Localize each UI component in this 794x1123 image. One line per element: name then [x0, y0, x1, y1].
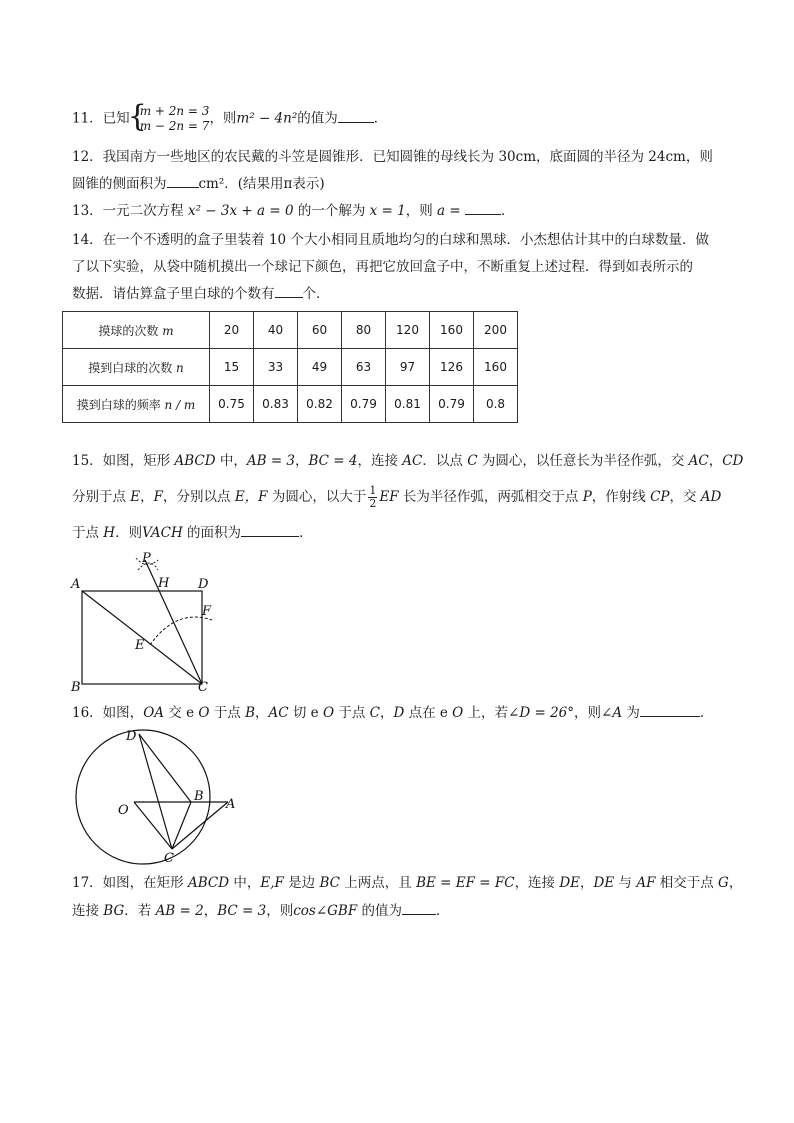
- text: ．: [436, 903, 450, 919]
- table-cell: 160: [430, 312, 474, 349]
- text: 中，: [215, 453, 247, 469]
- math: H: [103, 525, 116, 541]
- q15-answer-blank[interactable]: [241, 522, 299, 537]
- math: ∠A: [601, 705, 623, 721]
- question-16: [72, 702, 732, 724]
- text: 切 e: [288, 705, 323, 721]
- text: 的面积为: [182, 525, 242, 541]
- text: ，: [580, 875, 594, 891]
- math: AC: [688, 453, 709, 469]
- text: 为圆心，以大于: [267, 489, 367, 505]
- text: 交 e: [164, 705, 199, 721]
- math: AB = 3: [246, 453, 296, 469]
- brace-glyph: {: [127, 99, 147, 134]
- math: DE: [593, 875, 615, 891]
- label-a: A: [226, 797, 236, 812]
- question-15-line2: [72, 485, 732, 510]
- label-a: A: [71, 577, 81, 592]
- math: G: [718, 875, 729, 891]
- question-15-line3: [72, 522, 732, 544]
- math: BC: [319, 875, 340, 891]
- text: 为: [622, 705, 640, 721]
- q11-suffix: 的值为: [297, 110, 338, 127]
- q16-answer-blank[interactable]: [640, 702, 700, 717]
- text: ，: [203, 903, 218, 919]
- text: ．以点: [422, 453, 468, 469]
- row-header: 摸到白球的频率 n / m: [63, 386, 210, 423]
- q13-eqsign: =: [445, 203, 466, 219]
- table-cell: 80: [342, 312, 386, 349]
- segment-bc: [172, 802, 191, 849]
- label-h: H: [158, 576, 170, 591]
- math: ABCD: [187, 875, 230, 891]
- q13-answer-blank[interactable]: [465, 200, 501, 215]
- table-row: [63, 386, 518, 423]
- question-13: [72, 200, 732, 222]
- q13-mid: 的一个解为: [293, 203, 370, 219]
- table-cell: 120: [386, 312, 430, 349]
- math: CP: [650, 489, 670, 505]
- text: ，: [254, 705, 269, 721]
- label-f: F: [202, 604, 212, 619]
- q11-number: 11．: [72, 110, 103, 127]
- text: 于点: [209, 705, 246, 721]
- table-cell: 40: [254, 312, 298, 349]
- text: ，分别以点: [163, 489, 235, 505]
- label-c: C: [198, 680, 208, 693]
- table-cell: 0.82: [298, 386, 342, 423]
- experiment-table: [62, 311, 518, 423]
- row-header: 摸到白球的次数 n: [63, 349, 210, 386]
- table-cell: 20: [210, 312, 254, 349]
- text: ，: [295, 453, 309, 469]
- question-12: [72, 146, 732, 168]
- table-cell: 60: [298, 312, 342, 349]
- q13-mid2: ，则: [405, 203, 438, 219]
- text: 相交于点: [655, 875, 719, 891]
- q11-prefix: 已知: [102, 110, 130, 127]
- math: C: [369, 705, 380, 721]
- label-c: C: [164, 851, 174, 866]
- math: C: [467, 453, 478, 469]
- q13-var: a: [437, 203, 446, 219]
- q12-line2-c: 表示): [292, 176, 325, 192]
- question-14-line2: [72, 256, 732, 278]
- math: BC = 3: [217, 903, 267, 919]
- label-e: E: [135, 638, 145, 653]
- fraction-numerator: 1: [369, 484, 377, 497]
- table-cell: 0.79: [430, 386, 474, 423]
- text: 16．如图，: [72, 705, 144, 721]
- label-o: O: [118, 803, 129, 818]
- segment-ac: [172, 802, 228, 849]
- table-cell: 49: [298, 349, 342, 386]
- segment-db: [139, 734, 191, 802]
- question-15-line1: [72, 450, 744, 472]
- math: BC = 4: [308, 453, 358, 469]
- text: 分别于点: [72, 489, 131, 505]
- q14-answer-blank[interactable]: [275, 283, 303, 298]
- q13-prefix: 13．一元二次方程: [72, 203, 188, 219]
- q14-line1: 14．在一个不透明的盒子里装着 10 个大小相同且质地均匀的白球和黑球．小杰想估计其中的白球数量．做: [72, 232, 709, 248]
- q14-line2: 了以下实验，从袋中随机摸出一个球记下颜色，再把它放回盒子中，不断重复上述过程．得到如表所示的: [72, 259, 693, 275]
- arc-ef: [150, 617, 212, 645]
- math: O: [452, 705, 464, 721]
- text: 与: [614, 875, 637, 891]
- text: ，: [728, 875, 743, 891]
- text: ，交: [669, 489, 701, 505]
- table-cell: 0.79: [342, 386, 386, 423]
- text: 的值为: [357, 903, 402, 919]
- label-d: D: [126, 729, 137, 744]
- text: 为圆心，以任意长为半径作弧，交: [477, 453, 689, 469]
- text: 17．如图，在矩形: [72, 875, 188, 891]
- text: ，则: [266, 903, 294, 919]
- q13-equation: x² − 3x + a = 0: [187, 203, 294, 219]
- q13-end: ．: [501, 203, 515, 219]
- q12-line2-a: 圆锥的侧面积为: [72, 176, 167, 192]
- text: 中，: [229, 875, 261, 891]
- math: AC: [402, 453, 423, 469]
- text: ，: [379, 705, 394, 721]
- math: E，F: [234, 489, 268, 505]
- text: ，则: [574, 705, 602, 721]
- q11-eq2: m − 2n = 7: [139, 119, 210, 133]
- text: ，: [140, 489, 154, 505]
- q11-expression: m² − 4n²: [236, 110, 298, 127]
- question-17-line1: [72, 872, 743, 894]
- math: AB = 2: [155, 903, 204, 919]
- question-12-line2: [72, 173, 732, 195]
- row-header: 摸球的次数 m: [63, 312, 210, 349]
- table-cell: 0.8: [474, 386, 518, 423]
- math: VACH: [142, 525, 183, 541]
- q15-rectangle-figure: [66, 548, 226, 693]
- math: E: [130, 489, 141, 505]
- text: 连接: [72, 903, 104, 919]
- text: 上，若: [463, 705, 509, 721]
- label-b: B: [71, 680, 81, 693]
- text: ．则: [115, 525, 143, 541]
- q11-answer-blank[interactable]: [338, 108, 374, 123]
- math: EF: [379, 489, 399, 505]
- q11-mid: ，则: [209, 110, 237, 127]
- q17-answer-blank[interactable]: [402, 900, 436, 915]
- math: AD: [700, 489, 722, 505]
- label-d: D: [198, 577, 209, 592]
- math: BE = EF = FC: [416, 875, 515, 891]
- text: ．若: [124, 903, 156, 919]
- table-cell: 0.75: [210, 386, 254, 423]
- math: cos∠GBF: [293, 903, 358, 919]
- table-cell: 126: [430, 349, 474, 386]
- math: O: [322, 705, 335, 721]
- math: AF: [636, 875, 656, 891]
- q13-root: x = 1: [369, 203, 406, 219]
- text: 是边: [283, 875, 320, 891]
- math: F: [153, 489, 164, 505]
- text: ，: [708, 453, 723, 469]
- text: 点在 e: [404, 705, 453, 721]
- segment-oc: [134, 802, 172, 849]
- text: ，连接: [514, 875, 560, 891]
- table-cell: 0.81: [386, 386, 430, 423]
- math: ABCD: [174, 453, 216, 469]
- math: AC: [268, 705, 289, 721]
- math: B: [245, 705, 255, 721]
- fraction-denominator: 2: [369, 497, 377, 510]
- math: P: [582, 489, 592, 505]
- math: O: [198, 705, 210, 721]
- table-cell: 0.83: [254, 386, 298, 423]
- text: ，作射线: [591, 489, 651, 505]
- fraction-one-half: [368, 485, 377, 510]
- math: ∠D = 26°: [508, 705, 575, 721]
- math: OA: [143, 705, 165, 721]
- table-cell: 200: [474, 312, 518, 349]
- text: 上两点，且: [339, 875, 417, 891]
- text: ，连接: [357, 453, 403, 469]
- question-17-line2: [72, 900, 732, 922]
- question-11: [72, 99, 732, 134]
- q12-answer-blank[interactable]: [167, 173, 199, 188]
- q16-circle-figure: [66, 726, 246, 866]
- math: DE: [559, 875, 581, 891]
- table-cell: 15: [210, 349, 254, 386]
- table-cell: 97: [386, 349, 430, 386]
- text: ．: [699, 705, 714, 721]
- question-14-line3: [72, 283, 732, 305]
- q11-end: ．: [373, 110, 388, 127]
- text: 长为半径作弧，两弧相交于点: [398, 489, 583, 505]
- table-cell: 63: [342, 349, 386, 386]
- q14-line3-a: 数据．请估算盒子里白球的个数有: [72, 286, 275, 302]
- q12-line2-b: cm²．(结果用: [198, 176, 284, 192]
- text: ．: [299, 525, 313, 541]
- table-cell: 160: [474, 349, 518, 386]
- math: CD: [722, 453, 744, 469]
- table-row: [63, 312, 518, 349]
- text: 15．如图，矩形: [72, 453, 175, 469]
- question-14-line1: [72, 229, 732, 251]
- segment-dc: [139, 734, 172, 849]
- ray-cp: [145, 560, 202, 684]
- math: BG: [103, 903, 125, 919]
- q12-pi: π: [283, 176, 293, 192]
- text: 于点: [334, 705, 370, 721]
- text: 于点: [72, 525, 104, 541]
- q11-eq1: m + 2n = 3: [139, 104, 210, 118]
- table-cell: 33: [254, 349, 298, 386]
- q11-equation-system: [127, 99, 210, 134]
- label-p: P: [142, 551, 151, 566]
- table-row: [63, 349, 518, 386]
- q12-line1: 12．我国南方一些地区的农民戴的斗笠是圆锥形．已知圆锥的母线长为 30cm，底面圆的半径为 24cm，则: [72, 149, 713, 165]
- math: D: [393, 705, 405, 721]
- label-b: B: [194, 789, 204, 804]
- q14-line3-b: 个．: [302, 286, 330, 302]
- math: E,F: [260, 875, 284, 891]
